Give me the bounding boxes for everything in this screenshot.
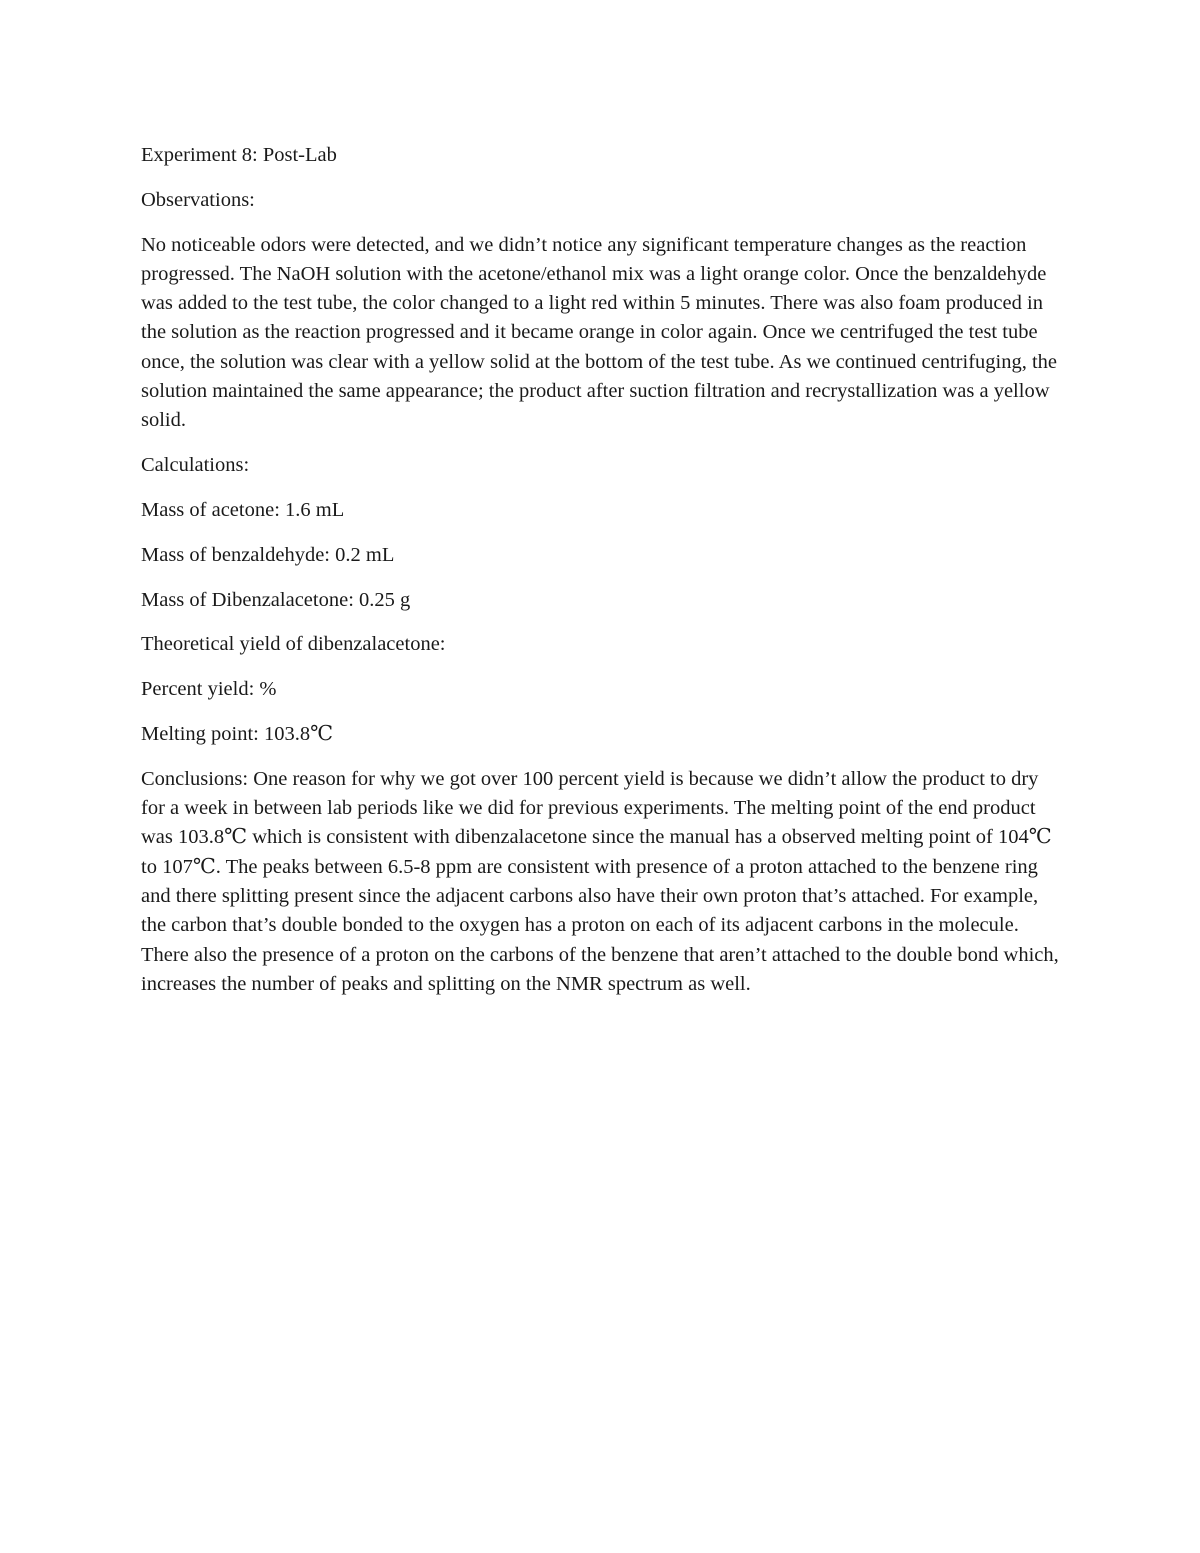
calc-benzaldehyde-mass: Mass of benzaldehyde: 0.2 mL bbox=[141, 543, 395, 566]
calc-theoretical-yield: Theoretical yield of dibenzalacetone: bbox=[141, 633, 446, 656]
observations-paragraph: No noticeable odors were detected, and we didn’t notice any significant temperature changes as the reaction progressed. The NaOH solution with the acetone/ethanol mix was a light orange color. Once the benzaldehyde was added to the test tube, the color changed to a light red within 5 minutes. There was also foam produced in the solution as the reaction progressed and it became orange in color again. Once we centrifuged the test tube once, the solution was clear with a yellow solid at the bottom of the test tube. As we continued centrifuging, the solution maintained the same appearance; the product after suction filtration and recrystallization was a yellow solid. bbox=[141, 233, 1058, 432]
calc-dibenzalacetone-mass: Mass of Dibenzalacetone: 0.25 g bbox=[141, 588, 411, 611]
document-title: Experiment 8: Post-Lab bbox=[141, 144, 337, 166]
calc-acetone-mass: Mass of acetone: 1.6 mL bbox=[141, 498, 345, 521]
conclusions-paragraph: Conclusions: One reason for why we got over 100 percent yield is because we didn’t allow the product to dry for a week in between lab periods like we did for previous experiments. The melting point of the end product was 103.8℃ which is consistent with dibenzalacetone since the manual has a observed melting point of 104℃ to 107℃. The peaks between 6.5-8 ppm are consistent with presence of a proton attached to the benzene ring and there splitting present since the adjacent carbons also have their own proton that’s attached. For example, the carbon that’s double bonded to the oxygen has a proton on each of its adjacent carbons in the molecule. There also the presence of a proton on the carbons of the benzene that aren’t attached to the double bond which, increases the number of peaks and splitting on the NMR spectrum as well. bbox=[141, 767, 1059, 995]
observations-heading: Observations: bbox=[141, 188, 255, 211]
calc-percent-yield: Percent yield: % bbox=[141, 678, 277, 701]
calculations-heading: Calculations: bbox=[141, 454, 250, 477]
document-body bbox=[141, 141, 1063, 1015]
calc-melting-point: Melting point: 103.8℃ bbox=[141, 722, 334, 745]
